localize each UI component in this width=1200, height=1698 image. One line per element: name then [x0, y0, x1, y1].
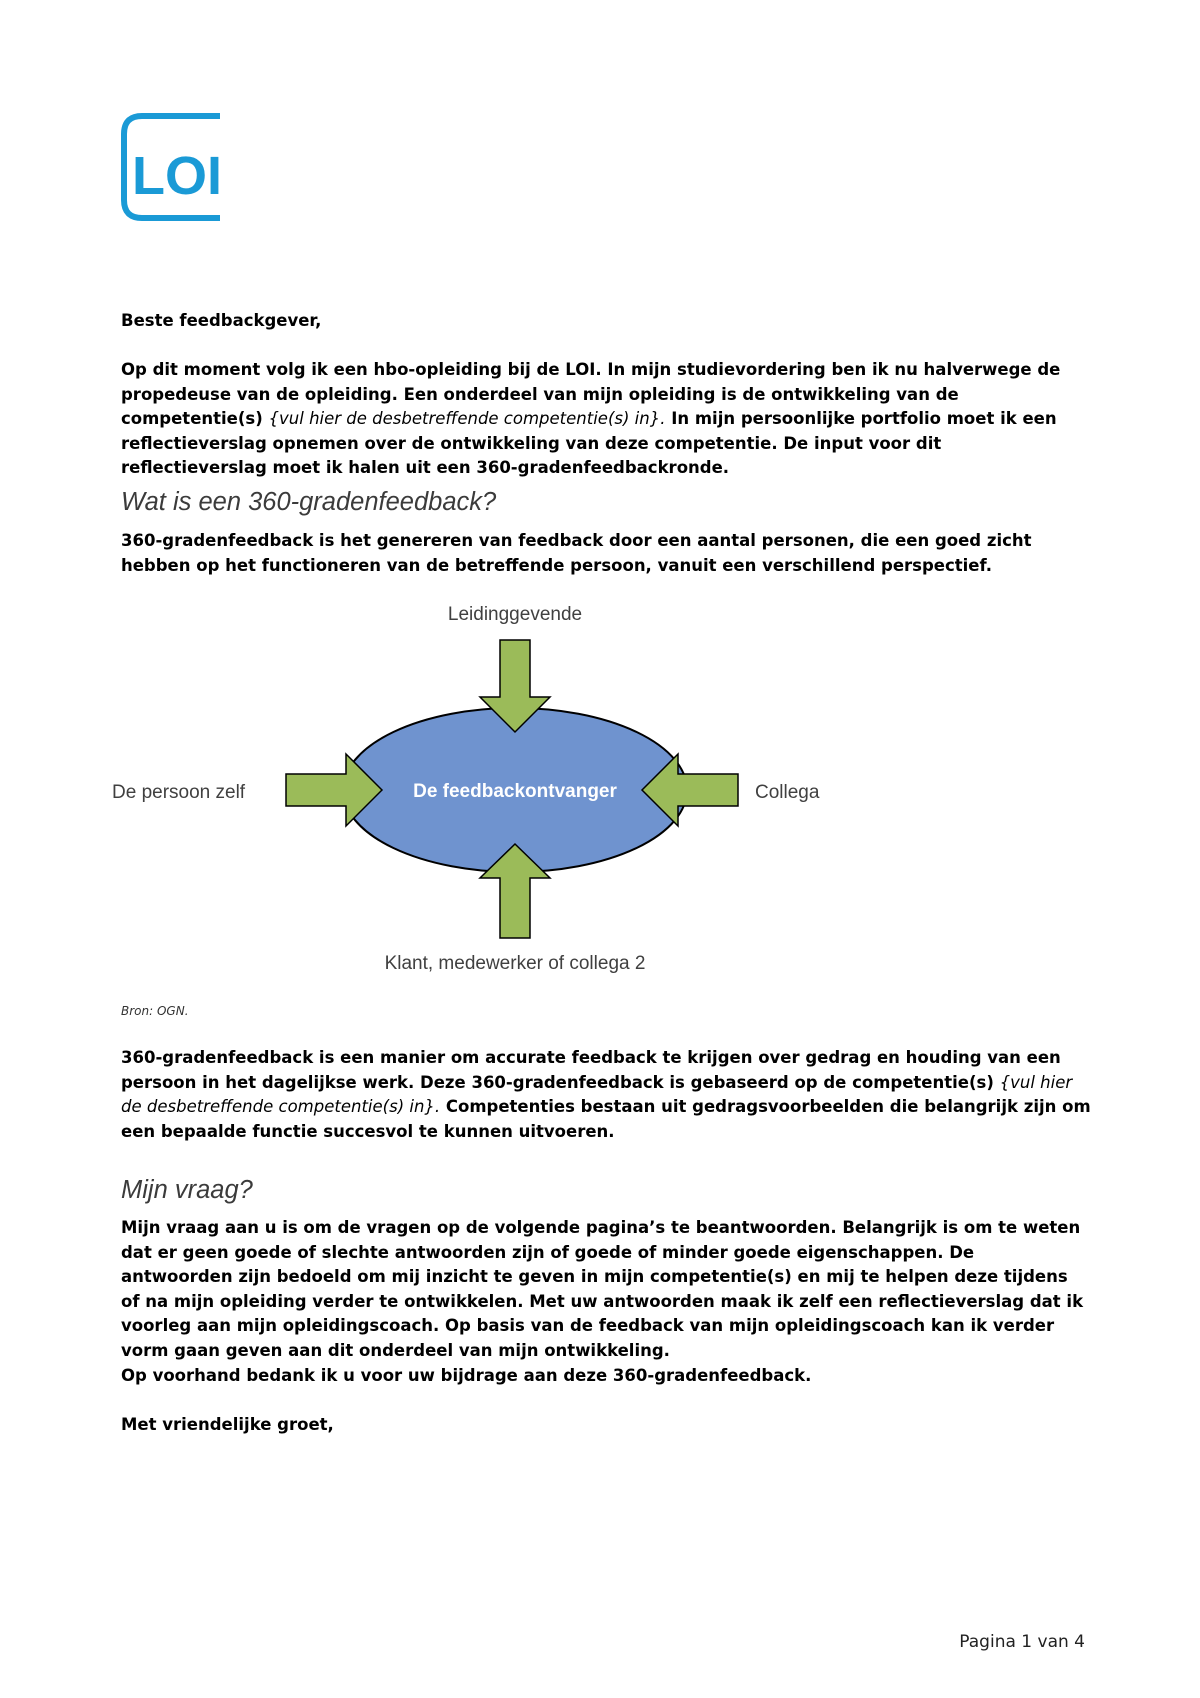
section-heading-what: Wat is een 360-gradenfeedback?: [121, 488, 497, 516]
diagram-center-label: De feedbackontvanger: [413, 781, 617, 802]
intro-text-2: In mijn persoonlijke portfolio moet ik een reflectieverslag opnemen over de ontwikkeling van deze competentie. De input voor dit reflectieverslag moet ik halen uit een 360-gradenfeedbackronde.: [121, 409, 1057, 477]
diagram-right-label: Collega: [755, 782, 820, 803]
logo-text: LOI: [132, 146, 222, 206]
section2-paragraph: Mijn vraag aan u is om de vragen op de volgende pagina’s te beantwoorden. Belangrijk is om te weten dat er geen goede of slechte antwoorden zijn of goede of minder goede eigenschappen. De antwoorden zijn bedoeld om mij inzicht te geven in mijn competentie(s) en mij te helpen deze tijdens of na mijn opleiding verder te ontwikkelen. Met uw antwoorden maak ik zelf een reflectieverslag dat ik voorleg aan mijn opleidingscoach. Op basis van de feedback van mijn opleidingscoach kan ik verder vorm gaan geven aan dit onderdeel van mijn ontwikkeling.: [121, 1218, 1084, 1360]
feedback-diagram: [112, 600, 842, 980]
section1-paragraph: 360-gradenfeedback is het genereren van feedback door een aantal personen, die een goed zicht hebben op het functioneren van de betreffende persoon, vanuit een verschillend perspectief.: [121, 531, 1032, 575]
para2-text-1: 360-gradenfeedback is een manier om accurate feedback te krijgen over gedrag en houding van een persoon in het dagelijkse werk. Deze 360-gradenfeedback is gebaseerd op de competentie(s): [121, 1048, 1061, 1092]
para2-text-2: Competenties bestaan uit gedragsvoorbeelden die belangrijk zijn om een bepaalde functie succesvol te kunnen uitvoeren.: [121, 1097, 1091, 1141]
source-note: Bron: OGN.: [121, 1004, 189, 1018]
diagram-top-label: Leidinggevende: [447, 604, 583, 625]
diagram-bottom-label: Klant, medewerker of collega 2: [384, 953, 646, 974]
intro-paragraph: [121, 358, 1091, 481]
page-number: Pagina 1 van 4: [959, 1632, 1085, 1652]
para2-placeholder: {vul hier de desbetreffende competentie(s) in}.: [121, 1072, 1073, 1116]
closing-line: Met vriendelijke groet,: [121, 1415, 334, 1434]
diagram-left-label: De persoon zelf: [112, 782, 246, 803]
thanks-line: Op voorhand bedank ik u voor uw bijdrage aan deze 360-gradenfeedback.: [121, 1366, 812, 1385]
loi-logo: [120, 112, 232, 222]
intro-placeholder: {vul hier de desbetreffende competentie(s) in}.: [268, 409, 666, 428]
intro-text-1: Op dit moment volg ik een hbo-opleiding bij de LOI. In mijn studievordering ben ik nu halverwege de propedeuse van de opleiding. Een onderdeel van mijn opleiding is de ontwikkeling van de competentie(s): [121, 360, 1061, 428]
second-paragraph: [121, 1046, 1091, 1144]
greeting: Beste feedbackgever,: [121, 311, 322, 330]
section-heading-question: Mijn vraag?: [121, 1176, 253, 1204]
